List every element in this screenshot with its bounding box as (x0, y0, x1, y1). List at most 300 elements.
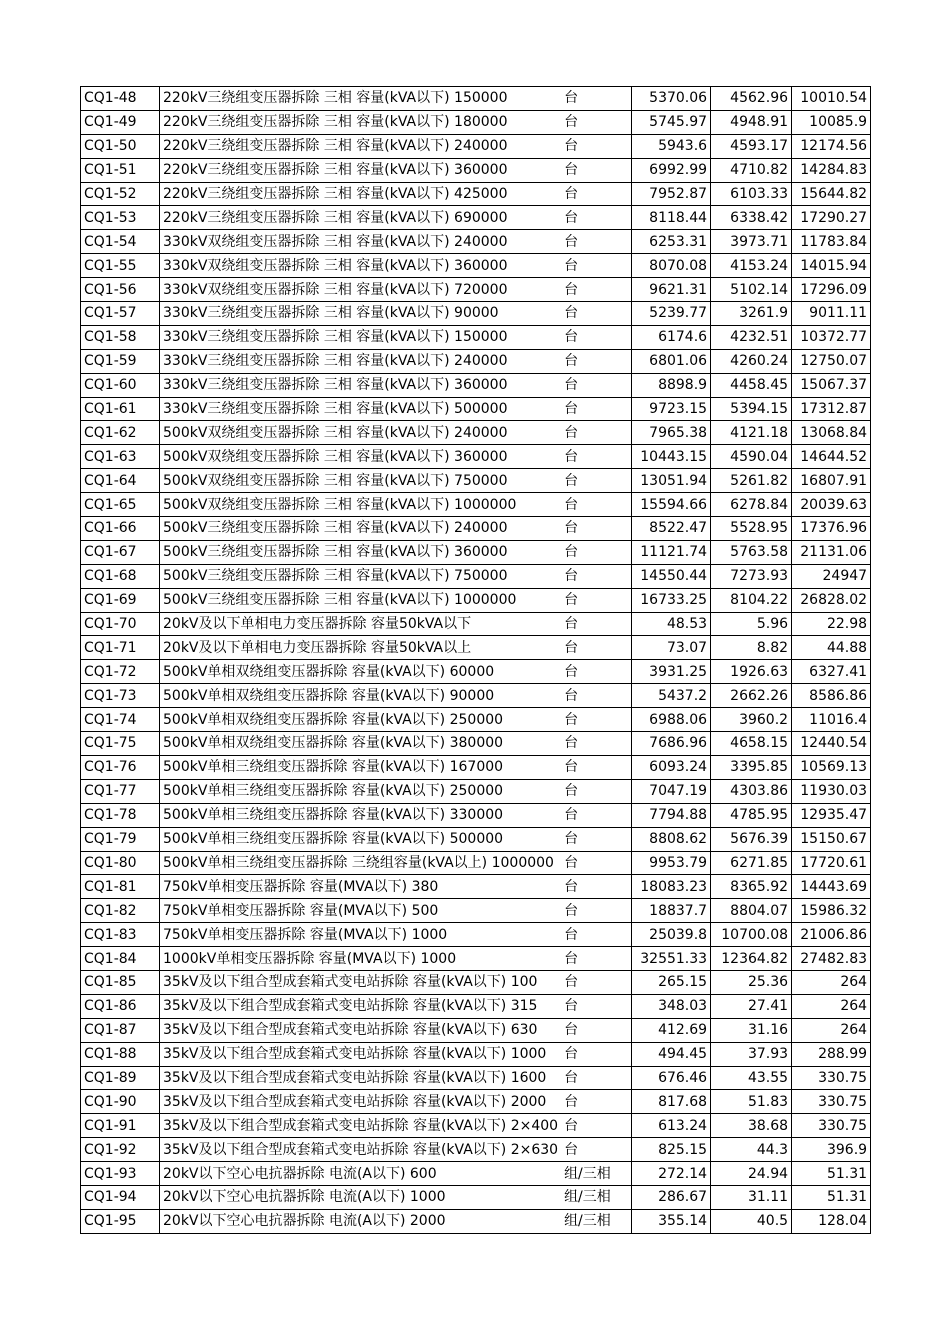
value-2-cell (711, 827, 792, 851)
value-1-cell (632, 230, 711, 254)
item-name-text: 35kV及以下组合型成套箱式变电站拆除 容量(kVA以下) 100 (163, 974, 538, 991)
value-1-text: 6253.31 (649, 233, 708, 250)
value-2-cell (711, 158, 792, 182)
item-name-text: 330kV三绕组变压器拆除 三相 容量(kVA以下) 150000 (163, 329, 508, 346)
item-name-cell (160, 373, 562, 397)
item-name-cell (160, 1209, 562, 1233)
item-code-cell (81, 994, 160, 1018)
item-code-cell (81, 588, 160, 612)
value-1-text: 32551.33 (640, 950, 708, 967)
table-row (81, 899, 871, 923)
value-3-text: 17312.87 (800, 401, 868, 418)
item-name-cell (160, 421, 562, 445)
item-code-text: CQ1-50 (84, 138, 137, 155)
value-1-cell (632, 421, 711, 445)
table-row (81, 1185, 871, 1209)
value-3-text: 21006.86 (800, 926, 868, 943)
unit-text: 台 (564, 1046, 579, 1063)
value-3-text: 15150.67 (800, 831, 868, 848)
table-row (81, 588, 871, 612)
value-2-text: 51.83 (747, 1093, 789, 1110)
value-3-text: 14015.94 (800, 257, 868, 274)
table-row (81, 278, 871, 302)
value-2-cell (711, 469, 792, 493)
item-code-cell (81, 779, 160, 803)
value-3-text: 15986.32 (800, 902, 868, 919)
value-3-cell (792, 660, 871, 684)
item-code-text: CQ1-48 (84, 90, 137, 107)
value-1-cell (632, 779, 711, 803)
table-row (81, 469, 871, 493)
item-code-cell (81, 397, 160, 421)
item-name-text: 220kV三绕组变压器拆除 三相 容量(kVA以下) 425000 (163, 186, 508, 202)
value-3-cell (792, 1066, 871, 1090)
value-1-cell (632, 469, 711, 493)
item-name-cell (160, 1042, 562, 1066)
value-2-text: 6103.33 (730, 186, 789, 202)
item-name-text: 500kV双绕组变压器拆除 三相 容量(kVA以下) 360000 (163, 448, 508, 465)
item-code-cell (81, 1138, 160, 1162)
item-name-text: 35kV及以下组合型成套箱式变电站拆除 容量(kVA以下) 630 (163, 1022, 538, 1039)
item-name-text: 1000kV单相变压器拆除 容量(MVA以下) 1000 (163, 950, 457, 967)
unit-cell (561, 397, 632, 421)
value-3-text: 14284.83 (800, 162, 868, 179)
value-2-cell (711, 325, 792, 349)
unit-text: 台 (564, 401, 579, 418)
value-3-cell (792, 230, 871, 254)
item-name-text: 220kV三绕组变压器拆除 三相 容量(kVA以下) 180000 (163, 114, 508, 131)
item-code-cell (81, 1114, 160, 1138)
unit-cell (561, 588, 632, 612)
item-code-text: CQ1-52 (84, 186, 137, 202)
table-row (81, 1042, 871, 1066)
item-code-cell (81, 755, 160, 779)
item-code-text: CQ1-67 (84, 544, 137, 561)
unit-cell (561, 1209, 632, 1233)
value-3-text: 12750.07 (800, 353, 868, 370)
item-name-text: 500kV单相双绕组变压器拆除 容量(kVA以下) 380000 (163, 735, 504, 752)
value-3-text: 44.88 (826, 639, 868, 656)
item-code-text: CQ1-69 (84, 592, 137, 609)
value-1-cell (632, 923, 711, 947)
unit-text: 台 (564, 1117, 579, 1134)
table-body (81, 87, 871, 1234)
item-name-text: 35kV及以下组合型成套箱式变电站拆除 容量(kVA以下) 315 (163, 998, 538, 1015)
item-code-text: CQ1-75 (84, 735, 137, 752)
item-name-cell (160, 445, 562, 469)
value-2-text: 27.41 (747, 998, 789, 1015)
item-name-cell (160, 636, 562, 660)
value-1-text: 6093.24 (649, 759, 708, 776)
item-code-cell (81, 660, 160, 684)
value-1-cell (632, 875, 711, 899)
value-1-text: 494.45 (658, 1046, 708, 1063)
value-3-cell (792, 325, 871, 349)
value-1-text: 412.69 (658, 1022, 708, 1039)
value-1-text: 676.46 (658, 1069, 708, 1086)
value-3-cell (792, 1114, 871, 1138)
item-code-cell (81, 1209, 160, 1233)
value-1-cell (632, 325, 711, 349)
value-2-text: 5528.95 (730, 520, 789, 537)
value-3-text: 330.75 (818, 1069, 868, 1086)
value-3-text: 128.04 (818, 1213, 868, 1230)
value-1-cell (632, 158, 711, 182)
value-2-cell (711, 994, 792, 1018)
item-name-text: 500kV单相双绕组变压器拆除 容量(kVA以下) 250000 (163, 711, 504, 728)
unit-text: 台 (564, 520, 579, 537)
unit-cell (561, 732, 632, 756)
value-2-text: 4458.45 (730, 377, 789, 394)
value-3-cell (792, 493, 871, 517)
unit-cell (561, 110, 632, 134)
value-1-text: 48.53 (666, 616, 708, 633)
value-1-cell (632, 851, 711, 875)
value-3-text: 21131.06 (800, 544, 868, 561)
item-code-text: CQ1-66 (84, 520, 137, 537)
value-3-text: 330.75 (818, 1093, 868, 1110)
unit-cell (561, 278, 632, 302)
unit-text: 台 (564, 783, 579, 800)
table-row (81, 134, 871, 158)
value-1-cell (632, 1018, 711, 1042)
value-2-cell (711, 1138, 792, 1162)
value-2-text: 5.96 (756, 616, 789, 633)
unit-text: 台 (564, 616, 579, 633)
value-3-text: 17296.09 (800, 281, 868, 298)
unit-cell (561, 779, 632, 803)
item-code-text: CQ1-95 (84, 1213, 137, 1230)
item-code-text: CQ1-63 (84, 448, 137, 465)
value-3-text: 264 (840, 1022, 868, 1039)
value-2-text: 6278.84 (730, 496, 789, 513)
value-1-cell (632, 827, 711, 851)
table-row (81, 923, 871, 947)
item-name-cell (160, 1018, 562, 1042)
value-2-text: 37.93 (747, 1046, 789, 1063)
value-3-cell (792, 158, 871, 182)
value-1-text: 7686.96 (649, 735, 708, 752)
value-3-cell (792, 612, 871, 636)
unit-cell (561, 1114, 632, 1138)
unit-text: 台 (564, 998, 579, 1015)
value-1-text: 9723.15 (649, 401, 708, 418)
item-code-text: CQ1-91 (84, 1117, 137, 1134)
item-code-cell (81, 254, 160, 278)
unit-text: 台 (564, 281, 579, 298)
item-name-cell (160, 708, 562, 732)
value-1-text: 825.15 (658, 1141, 708, 1158)
value-2-cell (711, 970, 792, 994)
value-3-text: 12174.56 (800, 138, 868, 155)
item-name-cell (160, 349, 562, 373)
item-code-cell (81, 230, 160, 254)
table-row (81, 803, 871, 827)
value-2-cell (711, 302, 792, 326)
table-row (81, 612, 871, 636)
table-row (81, 349, 871, 373)
value-2-text: 7273.93 (730, 568, 789, 585)
value-2-cell (711, 254, 792, 278)
value-1-text: 5437.2 (658, 687, 708, 704)
unit-text: 台 (564, 1069, 579, 1086)
value-2-cell (711, 206, 792, 230)
unit-text: 台 (564, 186, 579, 202)
value-1-text: 9953.79 (649, 854, 708, 871)
table-row (81, 421, 871, 445)
value-1-text: 7965.38 (649, 424, 708, 441)
value-2-cell (711, 612, 792, 636)
unit-cell (561, 1042, 632, 1066)
unit-text: 组/三相 (564, 1213, 611, 1230)
value-1-cell (632, 278, 711, 302)
value-2-text: 4153.24 (730, 257, 789, 274)
item-name-text: 500kV双绕组变压器拆除 三相 容量(kVA以下) 1000000 (163, 496, 517, 513)
unit-cell (561, 899, 632, 923)
table-row (81, 994, 871, 1018)
value-1-cell (632, 947, 711, 971)
value-2-cell (711, 1114, 792, 1138)
item-code-cell (81, 851, 160, 875)
value-3-text: 10010.54 (800, 90, 868, 107)
item-name-cell (160, 875, 562, 899)
unit-text: 台 (564, 1022, 579, 1039)
table-row (81, 302, 871, 326)
value-2-cell (711, 564, 792, 588)
value-3-text: 15067.37 (800, 377, 868, 394)
table-row (81, 254, 871, 278)
unit-cell (561, 660, 632, 684)
table-row (81, 564, 871, 588)
unit-cell (561, 134, 632, 158)
value-2-text: 6338.42 (730, 209, 789, 226)
item-name-text: 35kV及以下组合型成套箱式变电站拆除 容量(kVA以下) 1000 (163, 1046, 547, 1063)
item-name-text: 35kV及以下组合型成套箱式变电站拆除 容量(kVA以下) 2×630 (163, 1141, 559, 1158)
value-1-text: 5370.06 (649, 90, 708, 107)
item-name-cell (160, 684, 562, 708)
item-name-text: 220kV三绕组变压器拆除 三相 容量(kVA以下) 360000 (163, 162, 508, 179)
value-2-cell (711, 110, 792, 134)
table-row (81, 660, 871, 684)
item-code-cell (81, 684, 160, 708)
value-3-cell (792, 1162, 871, 1186)
item-name-cell (160, 517, 562, 541)
item-code-text: CQ1-85 (84, 974, 137, 991)
value-2-cell (711, 493, 792, 517)
value-2-cell (711, 1185, 792, 1209)
value-1-cell (632, 1162, 711, 1186)
value-1-text: 613.24 (658, 1117, 708, 1134)
value-2-text: 8365.92 (730, 878, 789, 895)
table-row (81, 517, 871, 541)
value-3-cell (792, 588, 871, 612)
value-1-text: 8070.08 (649, 257, 708, 274)
value-1-text: 7794.88 (649, 807, 708, 824)
unit-cell (561, 923, 632, 947)
item-code-text: CQ1-59 (84, 353, 137, 370)
table-row (81, 110, 871, 134)
value-2-cell (711, 588, 792, 612)
unit-text: 台 (564, 568, 579, 585)
value-3-text: 264 (840, 998, 868, 1015)
item-code-text: CQ1-77 (84, 783, 137, 800)
item-code-cell (81, 373, 160, 397)
item-code-text: CQ1-84 (84, 950, 137, 967)
item-code-text: CQ1-92 (84, 1141, 137, 1158)
value-2-text: 3395.85 (730, 759, 789, 776)
item-code-cell (81, 87, 160, 111)
item-name-cell (160, 1162, 562, 1186)
item-name-cell (160, 827, 562, 851)
unit-text: 台 (564, 377, 579, 394)
value-2-cell (711, 278, 792, 302)
value-2-cell (711, 1209, 792, 1233)
value-3-text: 22.98 (826, 616, 868, 633)
item-code-cell (81, 421, 160, 445)
value-3-cell (792, 970, 871, 994)
item-name-cell (160, 397, 562, 421)
value-1-cell (632, 302, 711, 326)
unit-text: 台 (564, 663, 579, 680)
unit-cell (561, 1018, 632, 1042)
item-code-cell (81, 493, 160, 517)
value-2-cell (711, 230, 792, 254)
value-3-text: 17720.61 (800, 854, 868, 871)
value-1-cell (632, 612, 711, 636)
value-2-text: 25.36 (747, 974, 789, 991)
item-name-text: 500kV单相双绕组变压器拆除 容量(kVA以下) 90000 (163, 687, 495, 704)
item-code-cell (81, 278, 160, 302)
value-3-cell (792, 827, 871, 851)
item-code-cell (81, 923, 160, 947)
item-code-text: CQ1-79 (84, 831, 137, 848)
value-3-text: 330.75 (818, 1117, 868, 1134)
item-name-text: 330kV双绕组变压器拆除 三相 容量(kVA以下) 360000 (163, 257, 508, 274)
table-row (81, 1066, 871, 1090)
value-1-cell (632, 1209, 711, 1233)
value-1-text: 8118.44 (649, 209, 708, 226)
value-3-cell (792, 636, 871, 660)
item-name-text: 500kV双绕组变压器拆除 三相 容量(kVA以下) 750000 (163, 472, 508, 489)
table-row (81, 182, 871, 206)
item-name-text: 35kV及以下组合型成套箱式变电站拆除 容量(kVA以下) 1600 (163, 1069, 547, 1086)
table-row (81, 1090, 871, 1114)
item-code-text: CQ1-76 (84, 759, 137, 776)
value-1-cell (632, 1090, 711, 1114)
value-2-cell (711, 779, 792, 803)
unit-text: 台 (564, 1141, 579, 1158)
value-1-text: 6801.06 (649, 353, 708, 370)
value-3-text: 9011.11 (809, 305, 868, 322)
item-name-text: 750kV单相变压器拆除 容量(MVA以下) 1000 (163, 926, 448, 943)
value-3-text: 51.31 (826, 1165, 868, 1182)
table-row (81, 206, 871, 230)
item-name-text: 330kV双绕组变压器拆除 三相 容量(kVA以下) 240000 (163, 233, 508, 250)
item-code-text: CQ1-88 (84, 1046, 137, 1063)
value-3-cell (792, 254, 871, 278)
item-name-cell (160, 803, 562, 827)
item-name-text: 750kV单相变压器拆除 容量(MVA以下) 380 (163, 878, 439, 895)
item-code-text: CQ1-68 (84, 568, 137, 585)
value-3-cell (792, 517, 871, 541)
item-code-cell (81, 302, 160, 326)
value-3-text: 11016.4 (809, 711, 868, 728)
value-3-cell (792, 684, 871, 708)
unit-cell (561, 994, 632, 1018)
value-1-text: 10443.15 (640, 448, 708, 465)
unit-cell (561, 684, 632, 708)
item-code-text: CQ1-83 (84, 926, 137, 943)
item-code-text: CQ1-93 (84, 1165, 137, 1182)
table-row (81, 1209, 871, 1233)
value-2-text: 6271.85 (730, 854, 789, 871)
value-3-cell (792, 134, 871, 158)
item-name-cell (160, 564, 562, 588)
item-code-text: CQ1-57 (84, 305, 137, 322)
value-2-text: 4121.18 (730, 424, 789, 441)
value-2-text: 4303.86 (730, 783, 789, 800)
item-code-cell (81, 110, 160, 134)
item-name-text: 330kV三绕组变压器拆除 三相 容量(kVA以下) 240000 (163, 353, 508, 370)
item-name-text: 500kV双绕组变压器拆除 三相 容量(kVA以下) 240000 (163, 424, 508, 441)
unit-text: 台 (564, 878, 579, 895)
value-2-cell (711, 373, 792, 397)
value-1-cell (632, 1138, 711, 1162)
unit-text: 台 (564, 448, 579, 465)
value-2-cell (711, 349, 792, 373)
item-name-text: 35kV及以下组合型成套箱式变电站拆除 容量(kVA以下) 2×400 (163, 1117, 559, 1134)
item-name-text: 220kV三绕组变压器拆除 三相 容量(kVA以下) 150000 (163, 90, 508, 107)
item-name-text: 330kV三绕组变压器拆除 三相 容量(kVA以下) 90000 (163, 305, 499, 322)
item-code-cell (81, 612, 160, 636)
unit-cell (561, 206, 632, 230)
item-code-text: CQ1-86 (84, 998, 137, 1015)
item-code-text: CQ1-80 (84, 854, 137, 871)
value-2-cell (711, 540, 792, 564)
table-row (81, 540, 871, 564)
value-3-text: 8586.86 (809, 687, 868, 704)
value-2-cell (711, 134, 792, 158)
unit-cell (561, 158, 632, 182)
value-3-text: 24947 (822, 568, 868, 585)
value-1-text: 14550.44 (640, 568, 708, 585)
item-name-text: 500kV单相三绕组变压器拆除 容量(kVA以下) 167000 (163, 759, 504, 776)
item-code-cell (81, 636, 160, 660)
value-3-cell (792, 564, 871, 588)
item-code-text: CQ1-82 (84, 902, 137, 919)
value-2-text: 38.68 (747, 1117, 789, 1134)
unit-cell (561, 540, 632, 564)
item-name-text: 500kV单相三绕组变压器拆除 容量(kVA以下) 330000 (163, 807, 504, 824)
value-3-cell (792, 899, 871, 923)
value-1-text: 817.68 (658, 1093, 708, 1110)
item-code-cell (81, 325, 160, 349)
item-code-cell (81, 564, 160, 588)
value-2-text: 4785.95 (730, 807, 789, 824)
item-name-cell (160, 110, 562, 134)
unit-text: 台 (564, 711, 579, 728)
value-1-cell (632, 373, 711, 397)
table-row (81, 947, 871, 971)
table-row (81, 230, 871, 254)
value-2-cell (711, 851, 792, 875)
value-2-cell (711, 636, 792, 660)
item-code-text: CQ1-72 (84, 663, 137, 680)
item-code-text: CQ1-53 (84, 209, 137, 226)
value-1-cell (632, 564, 711, 588)
value-1-text: 13051.94 (640, 472, 708, 489)
item-name-text: 500kV单相双绕组变压器拆除 容量(kVA以下) 60000 (163, 663, 495, 680)
